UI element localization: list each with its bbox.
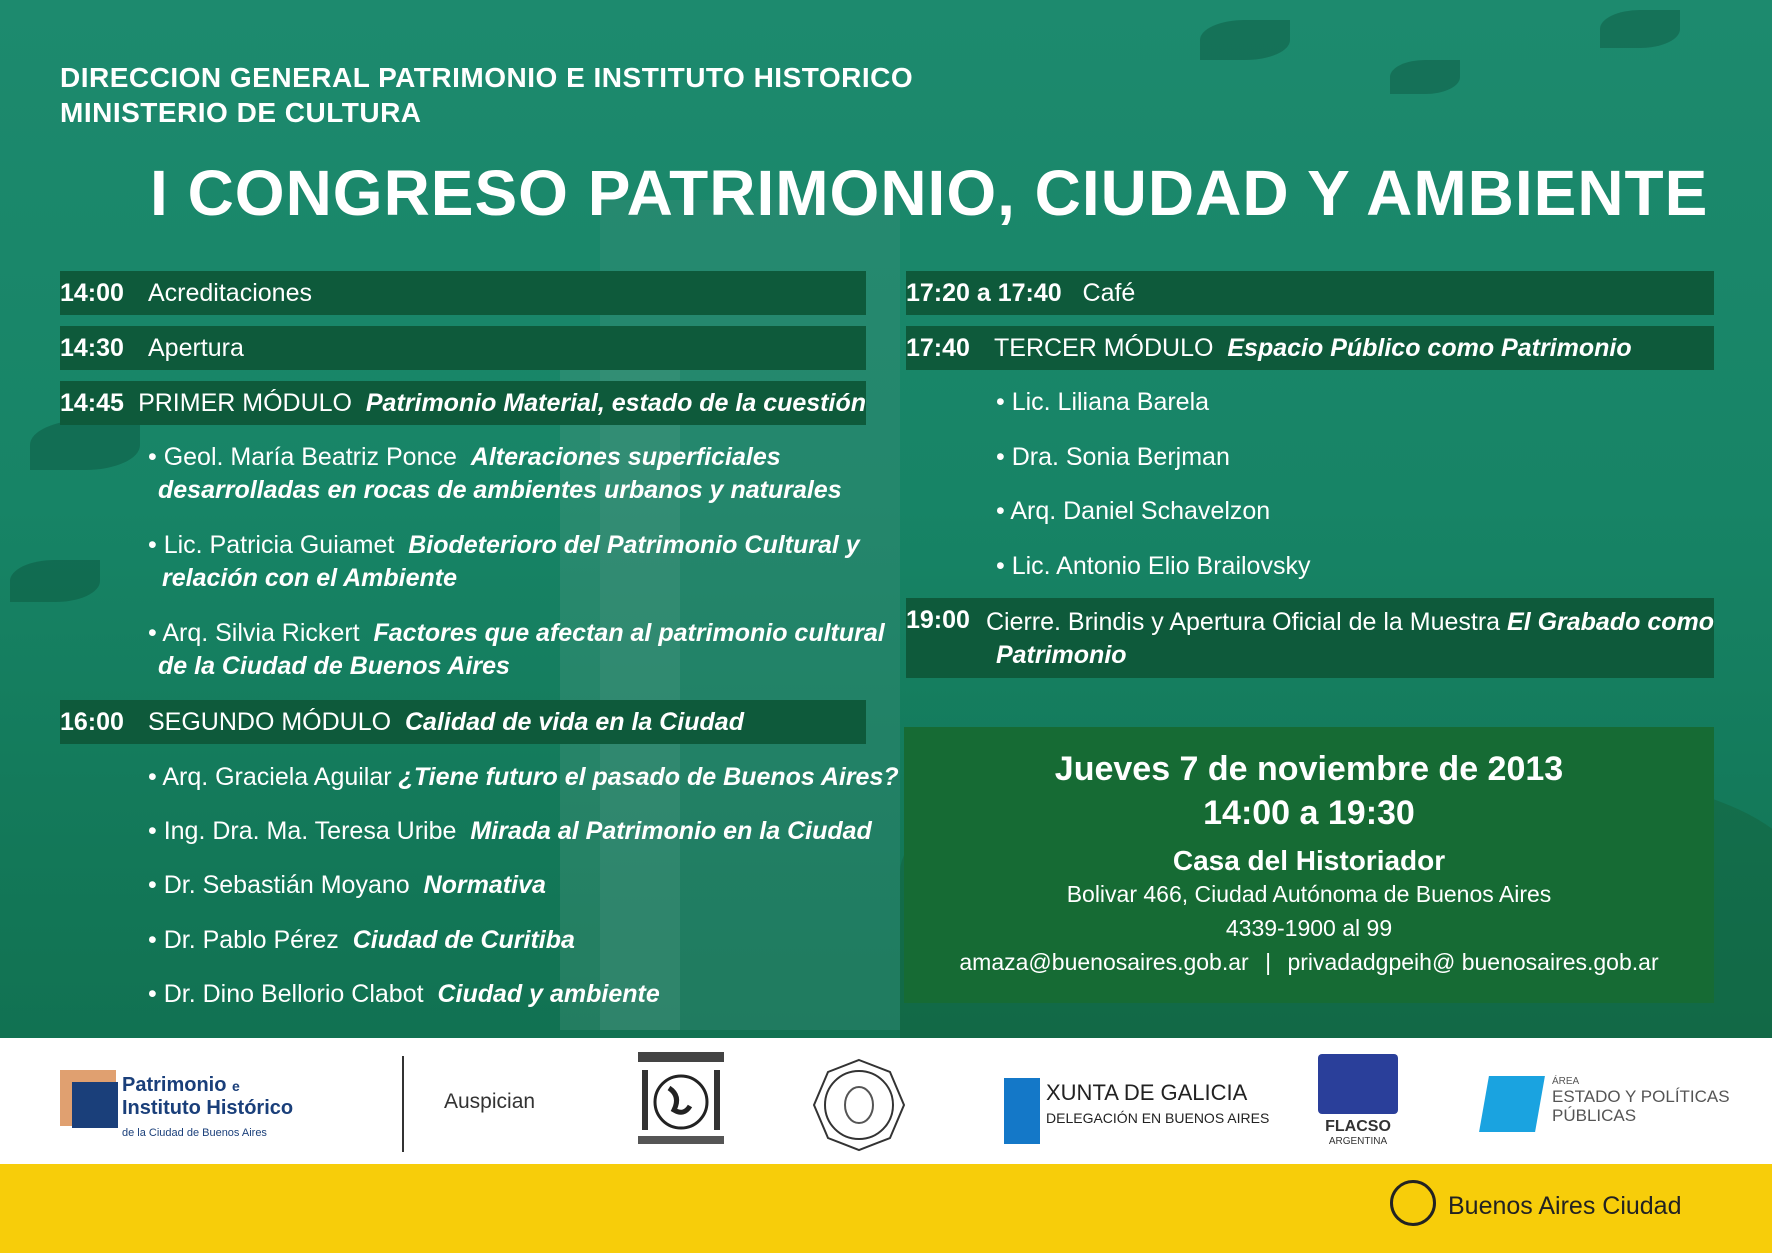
sponsor-logo-strip <box>0 1038 1772 1164</box>
talk-title-cont: de la Ciudad de Buenos Aires <box>158 652 510 680</box>
module-topic: Espacio Público como Patrimonio <box>1227 333 1632 362</box>
flacso-logo-line-1: FLACSO <box>1325 1118 1391 1135</box>
organizer-line-2: MINISTERIO DE CULTURA <box>60 97 422 128</box>
fida-fides-logo <box>634 1052 728 1152</box>
organizer-line-1: DIRECCION GENERAL PATRIMONIO E INSTITUTO HISTORICO <box>60 62 914 93</box>
speaker-name: • Geol. María Beatriz Ponce <box>148 443 457 471</box>
schedule-time: 17:40 <box>906 333 970 362</box>
patrimonio-logo-text <box>122 1074 293 1144</box>
colegio-seal-logo <box>812 1058 906 1152</box>
speaker-item: • Lic. Antonio Elio Brailovsky <box>996 552 1311 580</box>
module-row <box>60 700 866 744</box>
talk-title: Ciudad y ambiente <box>437 980 660 1008</box>
module-name: SEGUNDO MÓDULO <box>148 707 392 736</box>
closing-label: Cierre. Brindis y Apertura Oficial de la Muestra <box>985 608 1501 636</box>
flacso-logo-text <box>1310 1118 1406 1147</box>
module-row <box>60 381 866 425</box>
talk-title: Biodeterioro del Patrimonio Cultural y <box>408 531 860 559</box>
speaker-name: • Dr. Sebastián Moyano <box>148 871 410 899</box>
estado-politicas-text <box>1552 1076 1730 1125</box>
speaker-item <box>148 924 575 957</box>
event-title: I CONGRESO PATRIMONIO, CIUDAD Y AMBIENTE <box>150 157 1709 229</box>
fida-fides-globe-icon <box>634 1052 728 1152</box>
closing-topic-cont: Patrimonio <box>995 641 1127 669</box>
sponsors-label: Auspician <box>444 1090 536 1113</box>
closing-text <box>986 606 1714 672</box>
venue-name: Casa del Historiador <box>1172 845 1446 876</box>
schedule-time: 14:30 <box>60 333 124 362</box>
speaker-name: • Dr. Dino Bellorio Clabot <box>148 980 424 1008</box>
closing-topic: El Grabado como <box>1507 608 1714 636</box>
closing-row <box>906 598 1714 678</box>
xunta-logo-line-2: DELEGACIÓN EN BUENOS AIRES <box>1046 1110 1270 1126</box>
buenos-aires-seal-icon <box>1390 1180 1436 1226</box>
background-leaf <box>1200 20 1290 60</box>
event-date: Jueves 7 de noviembre de 2013 <box>1054 750 1564 788</box>
background-leaf <box>1600 10 1680 48</box>
speaker-item: • Lic. Liliana Barela <box>996 388 1210 416</box>
colegio-seal-icon <box>812 1058 906 1152</box>
patrimonio-logo-line-2: Instituto Histórico <box>122 1097 294 1119</box>
patrimonio-logo-square <box>72 1082 118 1128</box>
schedule-label: Apertura <box>148 333 244 362</box>
schedule-time: 14:45 <box>60 388 124 417</box>
logo-divider <box>402 1056 404 1152</box>
module-topic: Patrimonio Material, estado de la cuestión <box>365 388 866 417</box>
speaker-item <box>148 617 885 683</box>
venue-phone: 4339-1900 al 99 <box>1225 915 1393 941</box>
contact-emails <box>904 945 1714 979</box>
talk-title: Ciudad de Curitiba <box>352 926 575 954</box>
speaker-item <box>148 869 546 902</box>
talk-title: ¿Tiene futuro el pasado de Buenos Aires? <box>398 763 899 791</box>
flacso-logo-line-2: ARGENTINA <box>1328 1136 1388 1147</box>
speaker-name: • Dr. Pablo Pérez <box>148 926 339 954</box>
estado-politicas-line-2: ESTADO Y POLÍTICAS <box>1552 1087 1730 1106</box>
speaker-item: • Dra. Sonia Berjman <box>996 443 1230 471</box>
flacso-map-icon <box>1318 1054 1398 1114</box>
estado-politicas-line-1: ÁREA <box>1552 1076 1580 1087</box>
speaker-name: • Arq. Graciela Aguilar <box>148 763 392 791</box>
speaker-item <box>148 815 872 848</box>
event-hours: 14:00 a 19:30 <box>1203 794 1415 832</box>
patrimonio-logo-line-1: Patrimonio <box>122 1074 227 1096</box>
xunta-logo-text <box>1046 1080 1269 1126</box>
schedule-time: 19:00 <box>906 606 970 634</box>
background-leaf <box>1390 60 1460 94</box>
talk-title-cont: relación con el Ambiente <box>162 564 457 592</box>
module-row <box>906 326 1714 370</box>
schedule-row <box>60 271 866 315</box>
estado-politicas-line-3: PÚBLICAS <box>1552 1106 1637 1125</box>
speaker-item <box>148 441 842 507</box>
talk-title-cont: desarrolladas en rocas de ambientes urbanos y naturales <box>158 476 842 504</box>
speaker-name: • Arq. Silvia Rickert <box>148 619 360 647</box>
talk-title: Alteraciones superficiales <box>470 443 781 471</box>
email-1[interactable]: amaza@buenosaires.gob.ar <box>959 949 1249 975</box>
schedule-label: Acreditaciones <box>148 278 312 307</box>
talk-title: Factores que afectan al patrimonio cultural <box>373 619 885 647</box>
background-leaf <box>30 420 140 470</box>
email-2[interactable]: privadadgpeih@ buenosaires.gob.ar <box>1287 949 1659 975</box>
event-info-box <box>904 727 1714 1003</box>
xunta-logo-line-1: XUNTA DE GALICIA <box>1046 1080 1248 1105</box>
module-name: TERCER MÓDULO <box>994 333 1214 362</box>
buenos-aires-brand: Buenos Aires Ciudad <box>1448 1192 1682 1220</box>
speaker-item: • Arq. Daniel Schavelzon <box>996 497 1271 525</box>
schedule-row <box>60 326 866 370</box>
talk-title: Normativa <box>423 871 546 899</box>
schedule-row <box>906 271 1714 315</box>
venue-address: Bolivar 466, Ciudad Autónoma de Buenos Aires <box>1066 881 1552 907</box>
schedule-time: 16:00 <box>60 707 124 736</box>
schedule-time: 17:20 a 17:40 <box>906 278 1062 307</box>
schedule-label: Café <box>1082 278 1136 307</box>
speaker-item <box>148 978 660 1011</box>
estado-politicas-icon <box>1479 1076 1545 1132</box>
module-topic: Calidad de vida en la Ciudad <box>405 707 744 736</box>
footer-bar <box>0 1164 1772 1253</box>
patrimonio-logo-line-3: de la Ciudad de Buenos Aires <box>122 1127 267 1139</box>
speaker-item <box>148 761 899 794</box>
background-leaf <box>10 560 100 602</box>
speaker-item <box>148 529 860 595</box>
module-name: PRIMER MÓDULO <box>138 388 352 417</box>
xunta-flag-icon <box>1004 1078 1040 1144</box>
schedule-time: 14:00 <box>60 278 124 307</box>
speaker-name: • Ing. Dra. Ma. Teresa Uribe <box>148 817 457 845</box>
patrimonio-logo-conjunction: e <box>232 1078 240 1094</box>
speaker-name: • Lic. Patricia Guiamet <box>148 531 395 559</box>
email-separator: | <box>1265 949 1272 975</box>
talk-title: Mirada al Patrimonio en la Ciudad <box>470 817 872 845</box>
